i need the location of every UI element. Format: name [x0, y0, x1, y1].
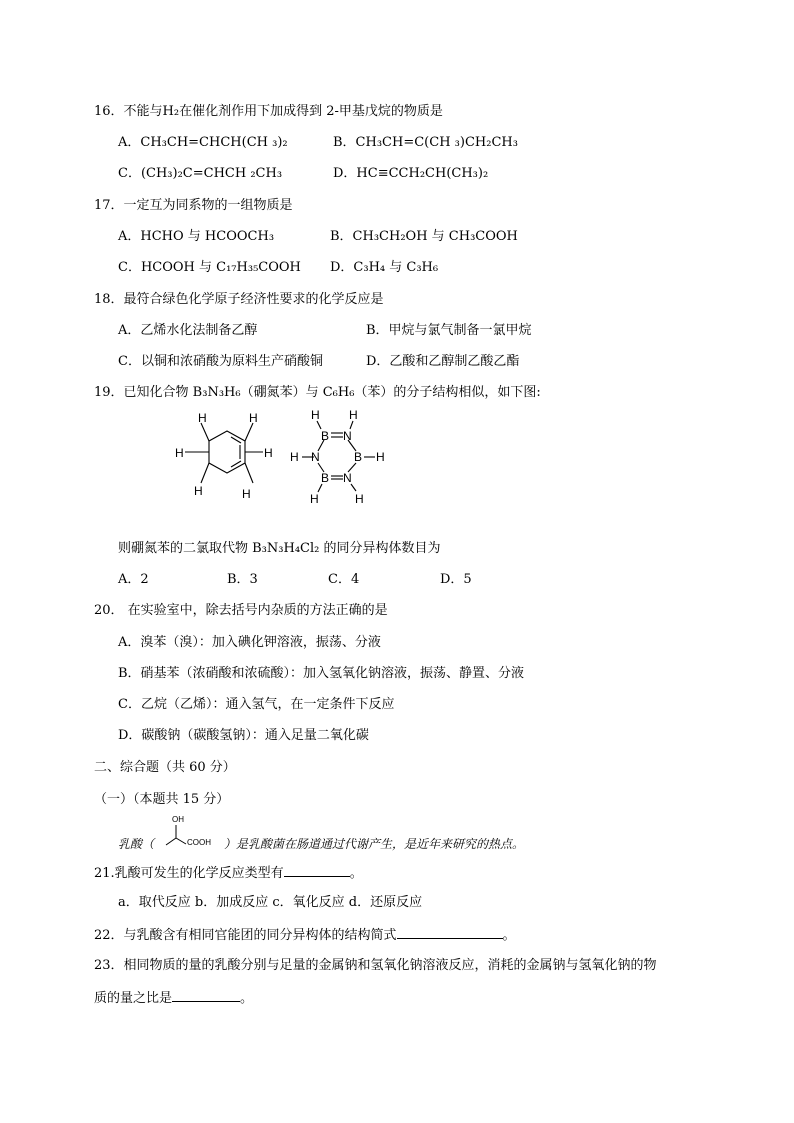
q22-stem-text: 22．与乳酸含有相同官能团的同分异构体的结构简式 [94, 928, 397, 943]
q17-option-c: C．HCOOH 与 C₁₇H₃₅COOH [118, 260, 301, 275]
q22-stem-end: 。 [502, 928, 516, 943]
q17-stem: 17．一定互为同系物的一组物质是 [94, 198, 293, 213]
q20-option-a: A．溴苯（溴）：加入碘化钾溶液，振荡、分液 [118, 635, 381, 650]
q23-answer-blank[interactable] [172, 989, 240, 1002]
borazine-n-2: N [311, 450, 320, 464]
q19-option-d: D．5 [440, 572, 472, 587]
q19-option-a: A．2 [118, 572, 149, 587]
borazine-n-3: N [343, 471, 352, 485]
q23-line2-end: 。 [240, 991, 254, 1006]
borazine-b-3: B [321, 471, 330, 485]
benzene-h-top-left: H [198, 411, 207, 425]
q16-option-c: C．(CH₃)₂C=CHCH ₂CH₃ [118, 166, 283, 181]
lactic-oh-label: OH [172, 815, 184, 824]
q18-stem: 18．最符合绿色化学原子经济性要求的化学反应是 [94, 292, 384, 307]
q20-option-b: B．硝基苯（浓硝酸和浓硫酸）：加入氢氧化钠溶液，振荡、静置、分液 [118, 666, 525, 681]
q21-stem-end: 。 [349, 866, 363, 881]
q19-option-c: C．4 [328, 572, 360, 587]
lactic-cooh-label: COOH [187, 838, 211, 847]
borazine-h-6: H [355, 492, 364, 506]
q16-stem: 16．不能与H₂在催化剂作用下加成得到 2-甲基戊烷的物质是 [94, 104, 443, 119]
q17-option-a: A．HCHO 与 HCOOCH₃ [118, 229, 275, 244]
q19-stem: 19．已知化合物 B₃N₃H₆（硼氮苯）与 C₆H₆（苯）的分子结构相似，如下图: [94, 385, 541, 400]
q22-stem [94, 926, 516, 944]
benzene-h-bottom-left: H [194, 484, 203, 498]
borazine-h-3: H [290, 450, 299, 464]
benzene-h-bottom-right: H [242, 487, 251, 501]
q21-stem [94, 864, 363, 882]
borazine-h-1: H [311, 408, 320, 422]
q16-option-b: B．CH₃CH=C(CH ₃)CH₂CH₃ [333, 135, 518, 150]
benzene-h-right: H [264, 446, 273, 460]
borazine-h-5: H [310, 492, 319, 506]
q16-option-a: A．CH₃CH=CHCH(CH ₃)₂ [118, 135, 288, 150]
q18-option-d: D．乙酸和乙醇制乙酸乙酯 [366, 354, 520, 369]
benzene-h-top-right: H [249, 411, 258, 425]
borazine-h-2: H [349, 408, 358, 422]
q21-stem-text: 21.乳酸可发生的化学反应类型有 [94, 866, 284, 881]
borazine-b-2: B [354, 450, 363, 464]
q23-line2-text: 质的量之比是 [94, 991, 173, 1006]
part-title: （一）（本题共 15 分） [94, 792, 230, 807]
benzene-h-left: H [175, 446, 184, 460]
borazine-b-1: B [321, 429, 330, 443]
benzene-borazine-structures [165, 405, 405, 515]
q18-option-b: B．甲烷与氯气制备一氯甲烷 [366, 323, 532, 338]
q23-line2 [94, 989, 253, 1007]
q21-options: a．取代反应 b．加成反应 c．氧化反应 d．还原反应 [118, 895, 423, 910]
q17-option-d: D．C₃H₄ 与 C₃H₆ [330, 260, 439, 275]
q23-line1: 23．相同物质的量的乳酸分别与足量的金属钠和氢氧化钠溶液反应，消耗的金属钠与氢氧化钠的物 [94, 958, 657, 973]
borazine-h-4: H [376, 450, 385, 464]
q20-option-d: D．碳酸钠（碳酸氢钠）：通入足量二氧化碳 [118, 728, 369, 743]
q16-option-d: D．HC≡CCH₂CH(CH₃)₂ [333, 166, 489, 181]
borazine-n-1: N [343, 429, 352, 443]
section-title: 二、综合题（共 60 分） [94, 760, 236, 775]
q18-option-a: A．乙烯水化法制备乙醇 [118, 323, 258, 338]
q19-followup: 则硼氮苯的二氯取代物 B₃N₃H₄Cl₂ 的同分异构体数目为 [118, 541, 441, 556]
benzene-structure [185, 423, 263, 483]
q22-answer-blank[interactable] [397, 926, 503, 939]
lactic-intro-after: ）是乳酸菌在肠道通过代谢产生，是近年来研究的热点。 [224, 837, 525, 851]
q17-option-b: B．CH₃CH₂OH 与 CH₃COOH [330, 229, 518, 244]
q18-option-c: C．以铜和浓硝酸为原料生产硝酸铜 [118, 354, 323, 369]
q19-option-b: B．3 [227, 572, 258, 587]
q20-option-c: C．乙烷（乙烯）：通入氢气，在一定条件下反应 [118, 697, 395, 712]
q20-stem: 20． 在实验室中，除去括号内杂质的方法正确的是 [94, 603, 388, 618]
q21-answer-blank[interactable] [284, 864, 350, 877]
lactic-intro-before: 乳酸（ [118, 837, 155, 851]
lactic-acid-structure [160, 812, 230, 852]
